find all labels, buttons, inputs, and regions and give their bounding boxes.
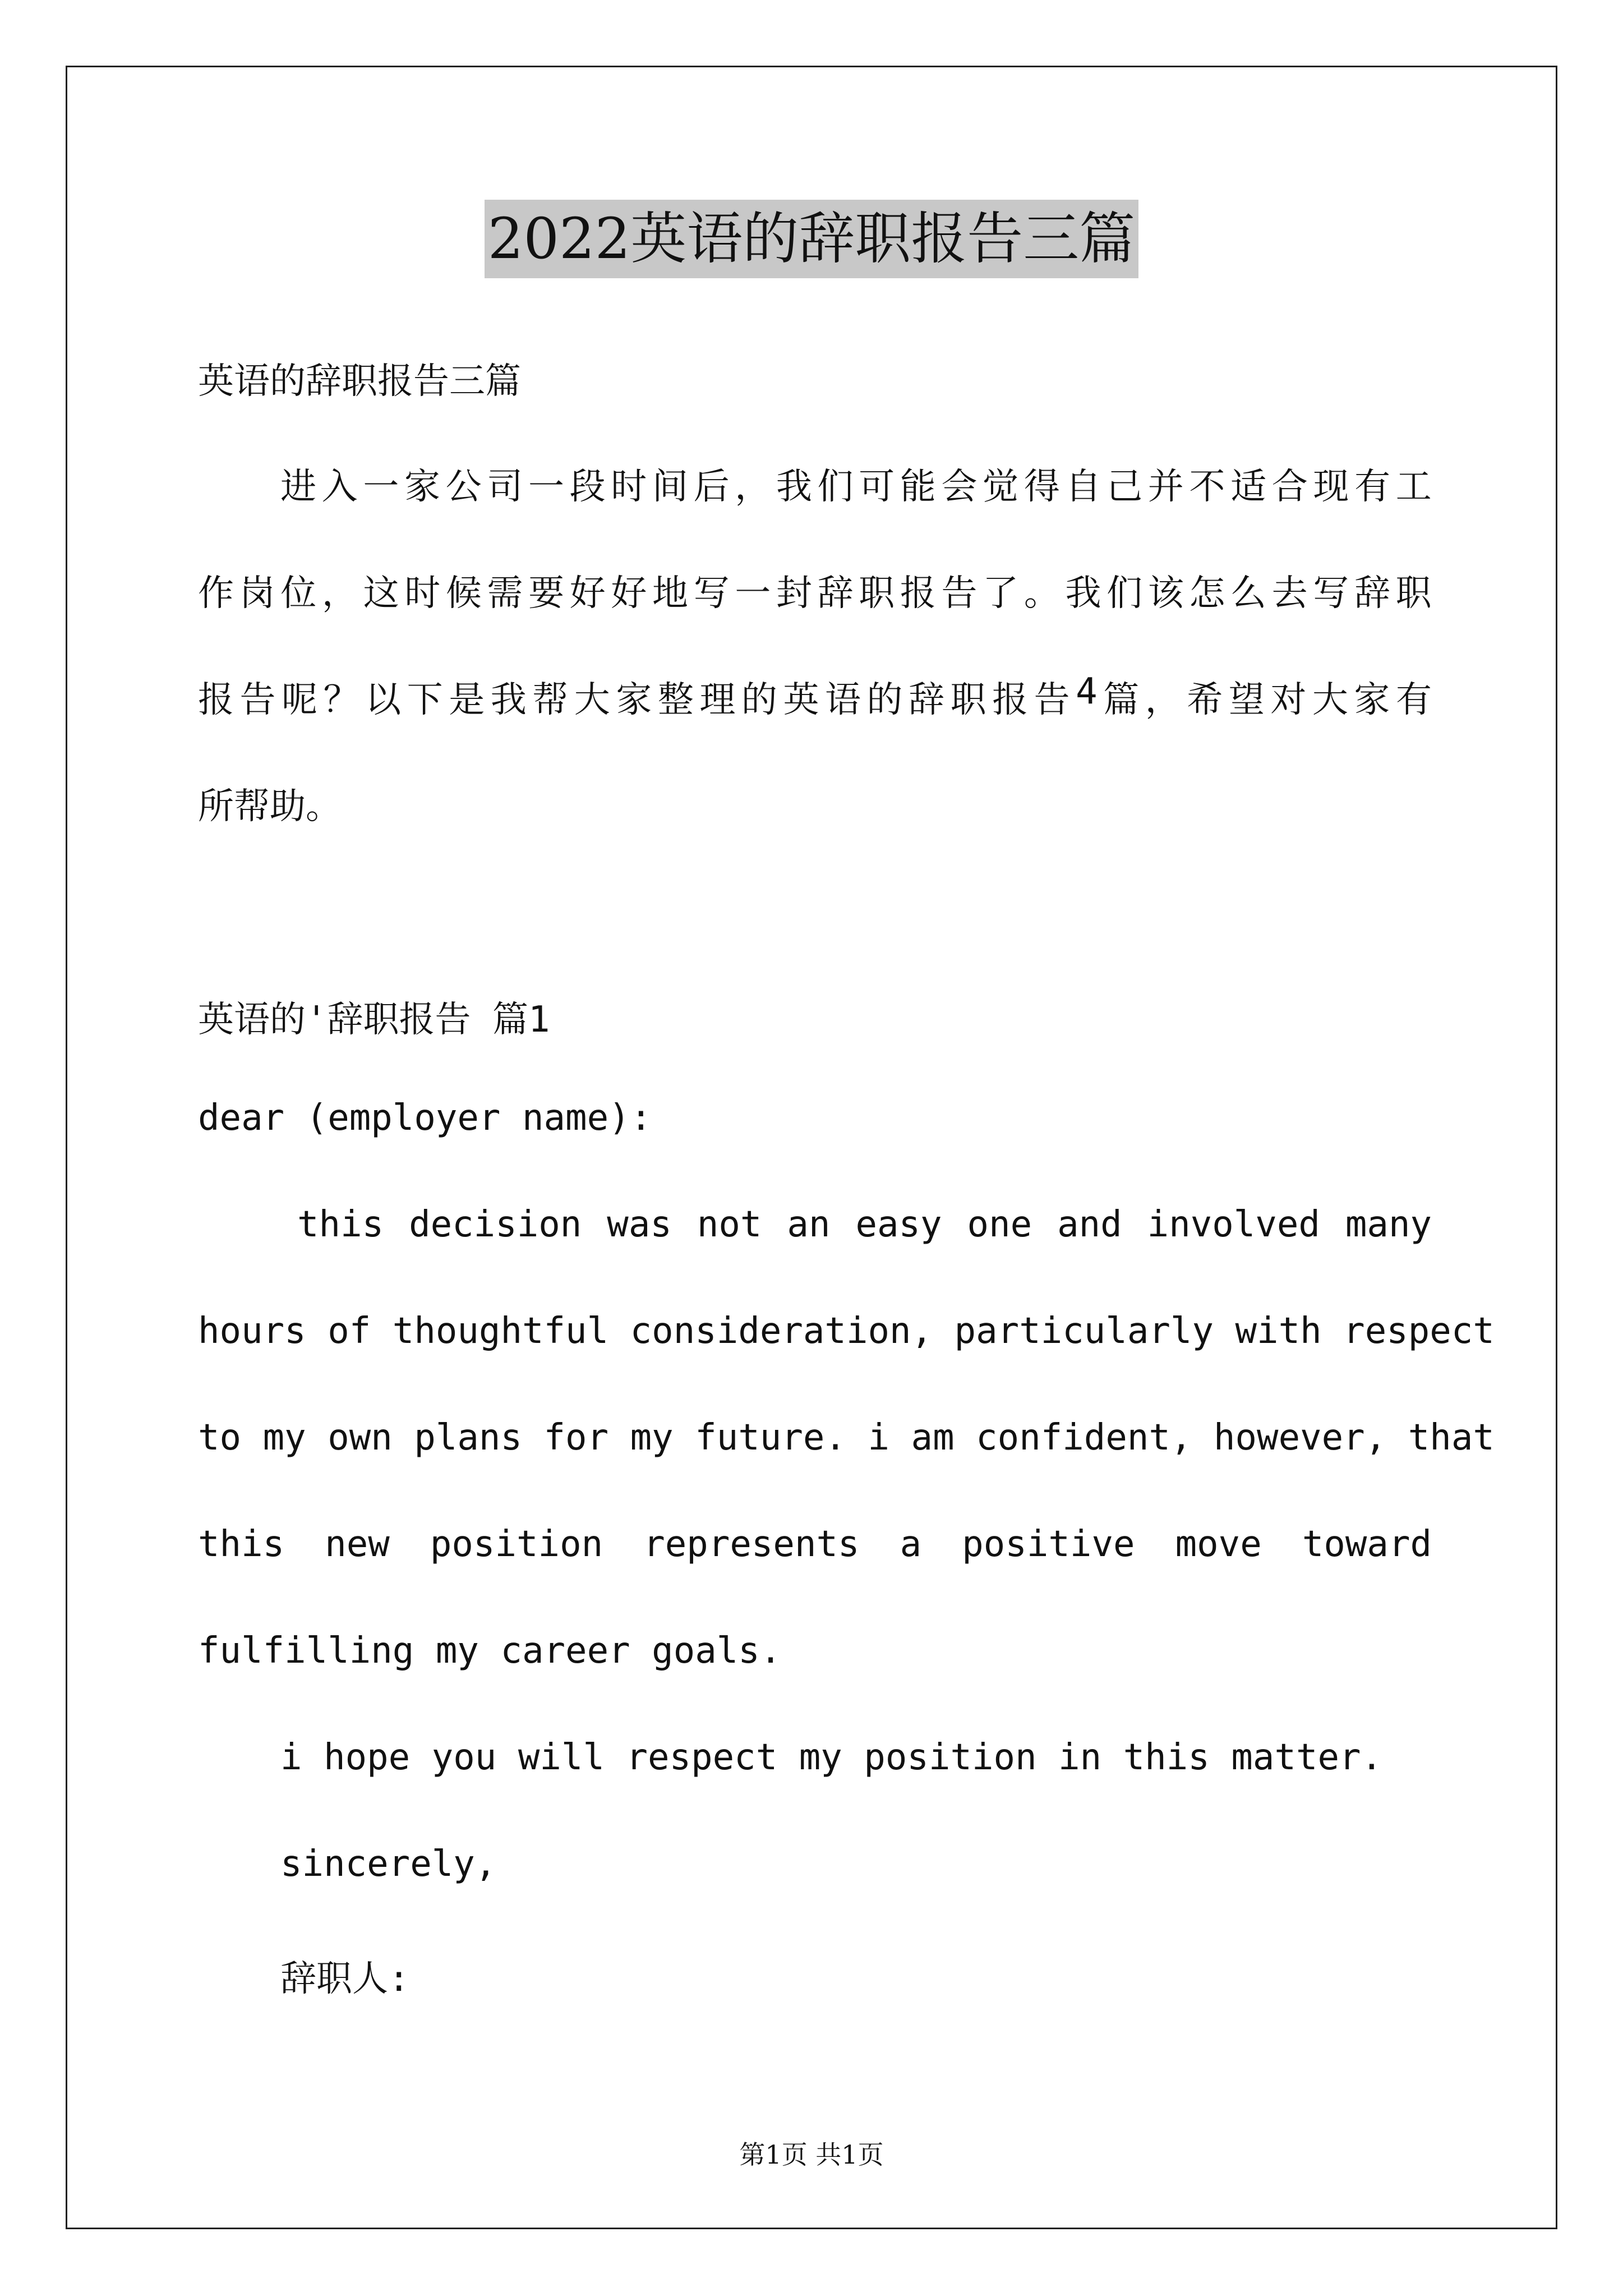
document-title: 2022英语的辞职报告三篇 xyxy=(485,200,1139,278)
signature-label: 辞职人: xyxy=(280,1958,410,2000)
page-footer: 第1页 共1页 xyxy=(739,2139,884,2170)
intro-line-2: 作 岗 位 ， 这 时 候 需 要 好 好 地 写 一 封 辞 职 报 告 了 。 我 们 该 怎 么 去 写 辞 职 xyxy=(198,573,1432,614)
intro-line-3: 报 告 呢 ？ 以 下 是 我 帮 大 家 整 理 的 英 语 的 辞 职 报 告 4 篇 ， 希 望 对 大 家 有 xyxy=(198,671,1432,721)
letter-line-4: this new position represents a positive move toward xyxy=(198,1524,1432,1565)
intro-line-4: 所帮助。 xyxy=(198,786,342,827)
letter-line-1: this decision was not an easy one and involved many xyxy=(297,1204,1432,1245)
closing: sincerely, xyxy=(280,1843,497,1885)
hope-line: i hope you will respect my position in this matter. xyxy=(280,1737,1383,1778)
intro-line-1: 进 入 一 家 公 司 一 段 时 间 后 ， 我 们 可 能 会 觉 得 自 己 并 不 适 合 现 有 工 xyxy=(280,466,1432,508)
section-heading: 英语的'辞职报告 篇1 xyxy=(198,999,550,1041)
letter-line-3: to my own plans for my future. i am confident, however, that xyxy=(198,1417,1495,1458)
letter-line-2: hours of thoughtful consideration, particularly with respect xyxy=(198,1310,1495,1352)
salutation: dear (employer name): xyxy=(198,1097,652,1139)
subtitle: 英语的辞职报告三篇 xyxy=(198,361,521,402)
title-container xyxy=(0,200,1623,278)
letter-line-5: fulfilling my career goals. xyxy=(198,1630,782,1672)
